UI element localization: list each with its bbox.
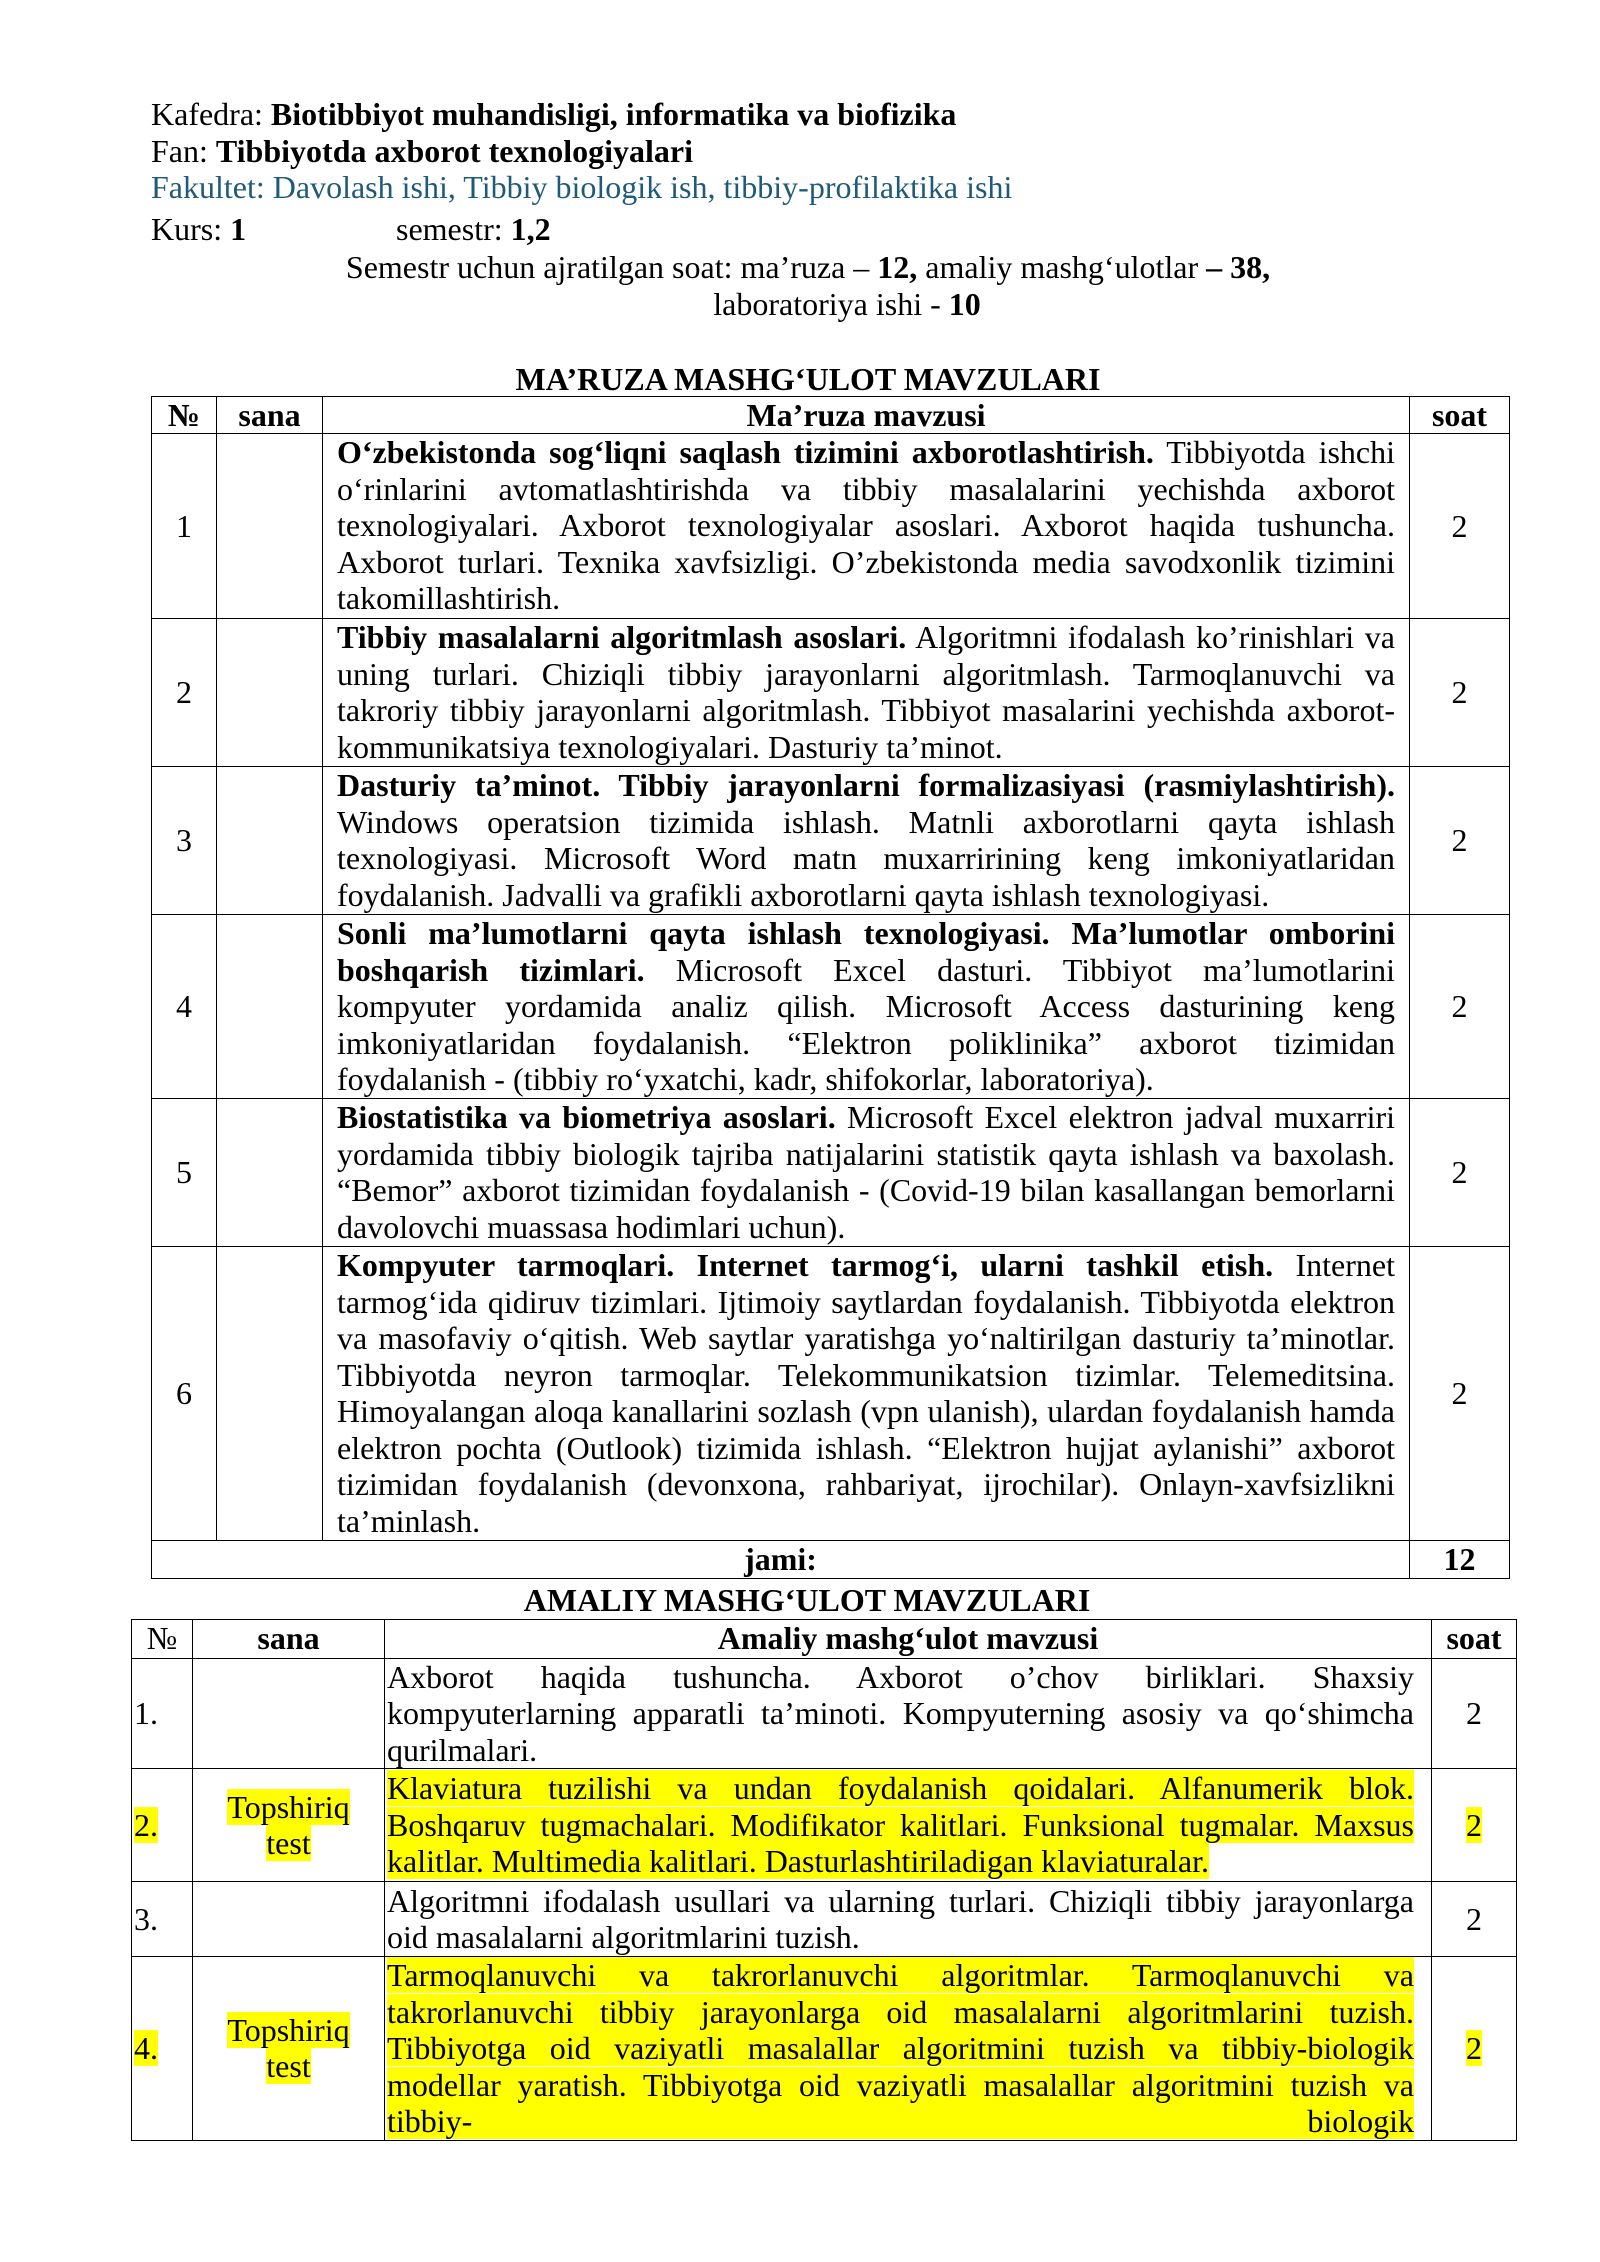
lecture-section-title: MA’RUZA MASHG‘ULOT MAVZULARI xyxy=(515,360,1101,397)
row-date-text: Topshiriq test xyxy=(227,1788,350,1861)
row-date xyxy=(217,915,323,1099)
row-topic xyxy=(323,434,1410,619)
row-date xyxy=(193,1957,385,2141)
row-number: 3. xyxy=(132,1882,193,1957)
row-hours: 2 xyxy=(1410,1247,1510,1541)
table-row xyxy=(152,767,1510,915)
table-row-highlighted xyxy=(132,1957,1517,2141)
table-row xyxy=(152,434,1510,619)
row-topic: Algoritmni ifodalash usullari va ularning turlari. Chiziqli tibbiy jarayonlarga oid masalalarni algoritmlarini tuzish. xyxy=(385,1882,1432,1957)
hours-text-1: Semestr uchun ajratilgan soat: ma’ruza – xyxy=(345,249,878,285)
column-header-number: № xyxy=(152,396,217,434)
row-topic xyxy=(323,1247,1410,1541)
subject-line xyxy=(151,133,1600,170)
row-topic xyxy=(385,1769,1432,1882)
row-number-text: 4. xyxy=(134,2030,158,2066)
topic-title: Kompyuter tarmoqlari. Internet tarmog‘i, ularni tashkil etish. xyxy=(337,1247,1274,1283)
row-hours: 2 xyxy=(1432,1658,1517,1769)
column-header-hours: soat xyxy=(1432,1619,1517,1658)
topic-text: Internet tarmog‘ida qidiruv tizimlari. Ijtimoiy saytlardan foydalanish. Tibbiyotda elektron va masofaviy o‘qitish. Web saytlar yaratishga yo‘naltirilgan dasturiy ta’minotlar. Tibbiyotda neyron tarmoqlar. Telekommunikatsion tizimlar. Telemeditsina. Himoyalangan aloqa kanallarini sozlash (vpn ulanish), ulardan foydalanish hamda elektron pochta (Outlook) tizimida ishlash. “Elektron hujjat aylanishi” axborot tizimidan foydalanish (devonxona, rahbariyat, ijrochilar). Onlayn-xavfsizlikni ta’minlash. xyxy=(337,1247,1396,1539)
topic-text: Algoritmni ifodalash ko’rinishlari va uning turlari. Chiziqli tibbiy jarayonlarni algoritmlash. Tarmoqlanuvchi va takroriy tibbiy jarayonlarni algoritmlash. Tibbiyot masalarini yechishda axborot-kommunikatsiya texnologiyalari. Dasturiy ta’minot. xyxy=(337,619,1396,765)
table-row xyxy=(132,1882,1517,1957)
row-hours-text: 2 xyxy=(1466,1806,1482,1843)
column-header-topic: Amaliy mashg‘ulot mavzusi xyxy=(385,1619,1432,1658)
column-header-date: sana xyxy=(217,396,323,434)
department-value: Biotibbiyot muhandisligi, informatika va biofizika xyxy=(270,96,957,132)
total-hours: 12 xyxy=(1410,1541,1510,1579)
total-row xyxy=(152,1541,1510,1579)
row-number xyxy=(132,1769,193,1882)
row-date xyxy=(217,1247,323,1541)
table-header-row xyxy=(132,1619,1517,1658)
row-number: 1 xyxy=(152,434,217,619)
row-number: 6 xyxy=(152,1247,217,1541)
topic-text: Microsoft Excel dasturi. Tibbiyot ma’lumotlarini kompyuter yordamida analiz qilish. Microsoft Access dasturining keng imkoniyatlaridan foydalanish. “Elektron poliklinika” axborot tizimidan foydalanish - (tibbiy ro‘yxatchi, kadr, shifokorlar, laboratoriya). xyxy=(337,951,1396,1097)
topic-text: Windows operatsion tizimida ishlash. Matnli axborotlarni qayta ishlash texnologiyasi. Microsoft Word matn muxarririning keng imkoniyatlaridan foydalanish. Jadvalli va grafikli axborotlarni qayta ishlash texnologiyasi. xyxy=(337,803,1395,913)
topic-title: Sonli ma’lumotlarni qayta ishlash texnologiyasi. Ma’lumotlar omborini boshqarish tizimlari. xyxy=(337,915,1395,988)
row-topic xyxy=(385,1957,1432,2141)
row-hours xyxy=(1432,1957,1517,2141)
row-number: 3 xyxy=(152,767,217,915)
semester-label: semestr: xyxy=(396,211,511,247)
lecture-table xyxy=(151,396,1510,1579)
faculty-line: Fakultet: Davolash ishi, Tibbiy biologik ish, tibbiy-profilaktika ishi xyxy=(151,169,1013,205)
course-value: 1 xyxy=(230,211,247,247)
row-date xyxy=(193,1769,385,1882)
row-hours: 2 xyxy=(1410,619,1510,767)
row-date xyxy=(193,1658,385,1769)
table-row-highlighted xyxy=(132,1769,1517,1882)
table-row xyxy=(152,619,1510,767)
column-header-hours: soat xyxy=(1410,396,1510,434)
column-header-number: № xyxy=(132,1619,193,1658)
row-hours: 2 xyxy=(1432,1882,1517,1957)
semester-part xyxy=(396,211,551,248)
row-date xyxy=(193,1882,385,1957)
table-row xyxy=(152,915,1510,1099)
practical-table xyxy=(131,1619,1517,2141)
row-topic-text: Klaviatura tuzilishi va undan foydalanish qoidalari. Alfanumerik blok. Boshqaruv tugmachalari. Modifikator kalitlari. Funksional tugmalar. Maxsus kalitlar. Multimedia kalitlari. Dasturlashtiriladigan klaviaturalar. xyxy=(387,1770,1414,1880)
row-date-text: Topshiriq test xyxy=(227,2011,350,2085)
course-line xyxy=(151,211,1600,248)
topic-title: O‘zbekistonda sog‘liqni saqlash tizimini axborotlashtirish. xyxy=(337,434,1154,470)
row-number xyxy=(132,1957,193,2141)
topic-title: Tibbiy masalalarni algoritmlash asoslari. xyxy=(337,619,907,655)
subject-label: Fan: xyxy=(151,132,216,169)
row-number: 1. xyxy=(132,1658,193,1769)
lab-hours-total: 10 xyxy=(948,285,981,322)
course-label: Kurs: xyxy=(151,211,231,247)
row-hours: 2 xyxy=(1410,915,1510,1099)
document-content xyxy=(0,96,1600,2141)
practical-section-title: AMALIY MASHG‘ULOT MAVZULARI xyxy=(523,1581,1091,1618)
row-hours: 2 xyxy=(1410,767,1510,915)
table-row xyxy=(132,1658,1517,1769)
subject-value: Tibbiyotda axborot texnologiyalari xyxy=(215,132,693,169)
department-label: Kafedra: xyxy=(151,96,271,132)
hours-text-2: amaliy mashg‘ulotlar xyxy=(917,249,1207,285)
row-number: 4 xyxy=(152,915,217,1099)
topic-title: Biostatistika va biometriya asoslari. xyxy=(337,1099,836,1135)
row-topic: Axborot haqida tushuncha. Axborot o’chov birliklari. Shaxsiy kompyuterlarning apparatli ta’minoti. Kompyuterning asosiy va qo‘shimcha qurilmalari. xyxy=(385,1658,1432,1769)
table-header-row xyxy=(152,396,1510,434)
topic-text: Microsoft Excel elektron jadval muxarriri yordamida tibbiy biologik tajriba natijalarini statistik qayta ishlash va baxolash. “Bemor” axborot tizimidan foydalanish - (Covid-19 bilan kasallangan bemorlarni davolovchi muassasa hodimlari uchun). xyxy=(337,1099,1396,1245)
row-hours: 2 xyxy=(1410,434,1510,619)
lecture-hours-total: 12, xyxy=(877,249,918,285)
semester-value: 1,2 xyxy=(510,211,551,247)
row-hours-text: 2 xyxy=(1466,2030,1482,2066)
total-label: jami: xyxy=(152,1541,1410,1579)
row-hours xyxy=(1432,1769,1517,1882)
table-row xyxy=(152,1099,1510,1247)
column-header-topic: Ma’ruza mavzusi xyxy=(323,396,1410,434)
row-topic xyxy=(323,915,1410,1099)
row-number: 2 xyxy=(152,619,217,767)
column-header-date: sana xyxy=(193,1619,385,1658)
row-topic xyxy=(323,1099,1410,1247)
row-date xyxy=(217,767,323,915)
hours-line xyxy=(151,249,1465,286)
row-date xyxy=(217,619,323,767)
row-topic xyxy=(323,619,1410,767)
row-topic xyxy=(323,767,1410,915)
row-hours: 2 xyxy=(1410,1099,1510,1247)
topic-title: Dasturiy ta’minot. Tibbiy jarayonlarni formalizasiyasi (rasmiylashtirish). xyxy=(337,767,1395,803)
lab-hours-line xyxy=(151,286,1543,323)
row-date xyxy=(217,434,323,619)
row-number: 5 xyxy=(152,1099,217,1247)
table-row xyxy=(152,1247,1510,1541)
row-topic-text: Tarmoqlanuvchi va takrorlanuvchi algoritmlar. Tarmoqlanuvchi va takrorlanuvchi tibbiy jarayonlarga oid masalalarni algoritmlarini tuzish. Tibbiyotga oid vaziyatli masalallar algoritmini tuzish va tibbiy-biologik modellar yaratish. Tibbiyotga oid vaziyatli masalallar algoritmini tuzish va tibbiy- biologik xyxy=(387,1957,1414,2139)
department-line xyxy=(151,96,1600,133)
row-date xyxy=(217,1099,323,1247)
row-number-text: 2. xyxy=(134,1806,158,1843)
lab-hours-text: laboratoriya ishi - xyxy=(713,285,949,322)
topic-text: Tibbiyotda ishchi o‘rinlarini avtomatlashtirishda va tibbiy masalalarini yechishda axborot texnologiyalari. Axborot texnologiyalar asoslari. Axborot haqida tushuncha. Axborot turlari. Texnika xavfsizligi. O’zbekistonda media savodxonlik tizimini takomillashtirish. xyxy=(337,434,1395,616)
practical-hours-total: – 38, xyxy=(1206,249,1271,285)
